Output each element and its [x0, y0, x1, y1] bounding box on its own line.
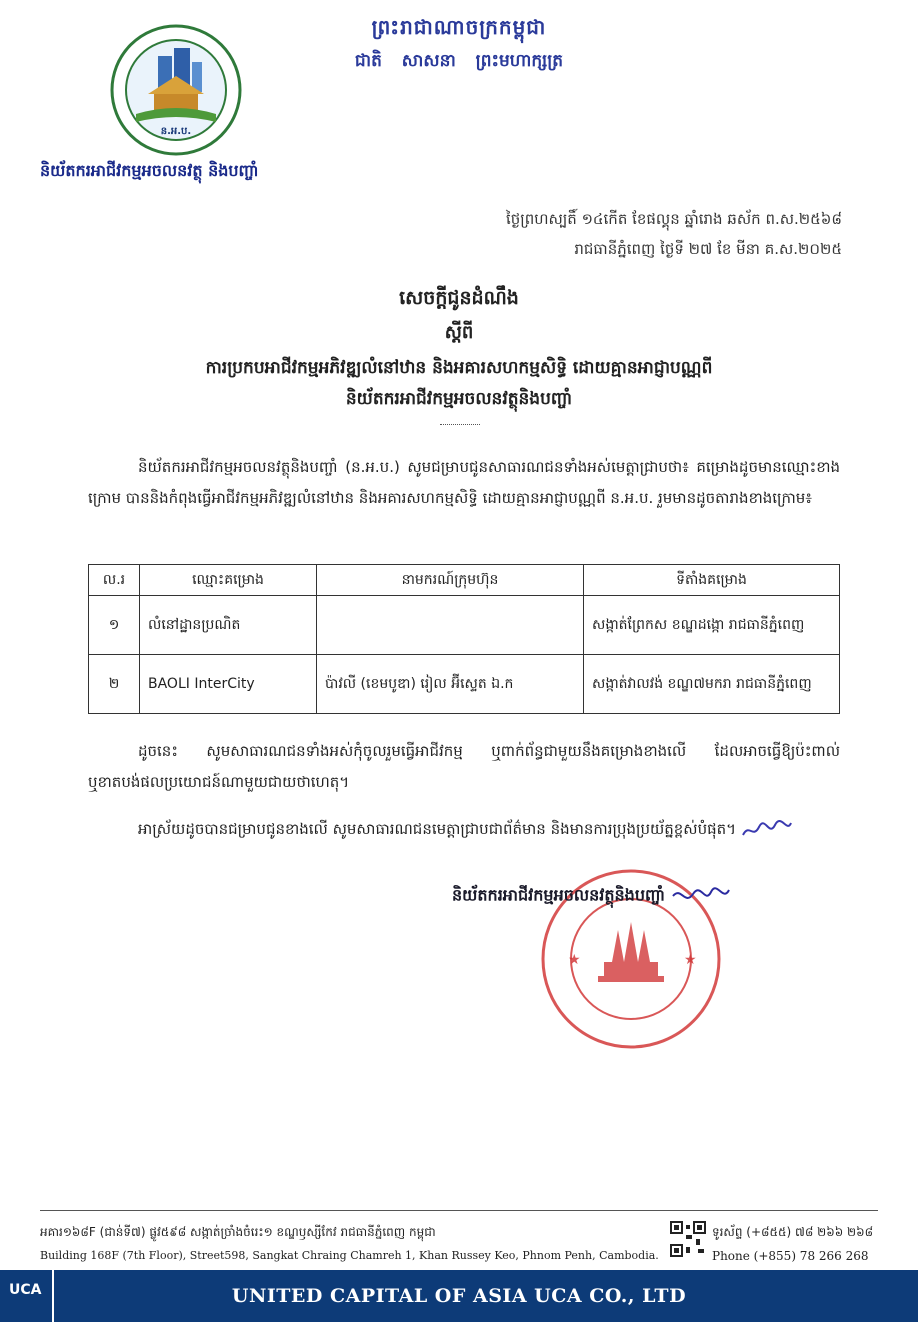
address-english: Building 168F (7th Floor), Street598, Sangkat Chraing Chamreh 1, Khan Russey Keo, Phnom Penh, Cambodia. [40, 1249, 659, 1262]
footer-divider [40, 1210, 878, 1211]
title-line-3: ការប្រកបអាជីវកម្មអភិវឌ្ឍលំនៅឋាន និងអគារសហកម្មសិទ្ធិ ដោយគ្មានអាជ្ញាបណ្ណពី [205, 358, 713, 378]
uca-logo [0, 1270, 54, 1322]
table-header-row [89, 565, 840, 596]
col-header-no: ល.រ [89, 565, 140, 596]
company-name [317, 596, 584, 655]
table-row [89, 596, 840, 655]
project-location: សង្កាត់វាលវង់ ខណ្ឌ៧មករា រាជធានីភ្នំពេញ [584, 655, 840, 714]
phone-khmer: ទូរស័ព្ទ (+៨៥៥) ៧៨ ២៦៦ ២៦៨ [712, 1225, 874, 1239]
project-location: សង្កាត់ព្រែកស ខណ្ឌដង្កោ រាជធានីភ្នំពេញ [584, 596, 840, 655]
company-name-banner: UNITED CAPITAL OF ASIA UCA CO., LTD [231, 1285, 687, 1307]
initials-scribble [741, 819, 793, 841]
handwritten-signature [671, 884, 731, 908]
kingdom-title: ព្រះរាជាណាចក្រកម្ពុជា [371, 15, 547, 39]
footer-phone [712, 1220, 873, 1268]
svg-text:★: ★ [568, 952, 581, 968]
notice-title [0, 286, 918, 413]
national-motto: ជាតិ សាសនា ព្រះមហាក្សត្រ [354, 51, 564, 71]
warning-text: ដូចនេះ សូមសាធារណជនទាំងអស់កុំចូលរួមធ្វើអាជីវកម្ម ឬពាក់ព័ន្ធជាមួយនឹងគម្រោងខាងលើ ដែលអាចធ្វើឱ្យប៉ះពាល់ ឬខាតបង់ផលប្រយោជន៍ណាមួយជាយថាហេតុ។ [88, 742, 840, 791]
company-name: ប៉ាវលី (ខេមបូឌា) រៀល អ៊ីស្ទេត ឯ.ក [317, 655, 584, 714]
row-number: ២ [89, 655, 140, 714]
row-number: ១ [89, 596, 140, 655]
angkor-temple-icon [598, 922, 664, 982]
title-line-4: និយ័តករអាជីវកម្មអចលនវត្ថុនិងបញ្ចាំ [345, 389, 573, 409]
footer-address [40, 1220, 659, 1268]
phone-english: Phone (+855) 78 266 268 [712, 1249, 869, 1263]
signature-agency: និយ័តករអាជីវកម្មអចលនវត្ថុនិងបញ្ចាំ [452, 885, 665, 905]
logo-initials: ន.អ.ប. [160, 126, 192, 137]
uca-logo-text: UCA [9, 1282, 42, 1298]
qr-code-icon [670, 1221, 706, 1257]
projects-table [88, 564, 840, 714]
agency-name: និយ័តករអាជីវកម្មអចលនវត្ថុ និងបញ្ចាំ [40, 161, 259, 180]
warning-paragraph [88, 736, 840, 798]
lunar-date: ថ្ងៃព្រហស្បតិ៍ ១៤កើត ខែផល្គុន ឆ្នាំរោង ឆស័ក ព.ស.២៥៦៨ [505, 210, 842, 228]
address-khmer: អគារ១៦៨F (ជាន់ទី៧) ផ្លូវ៥៩៨ សង្កាត់ច្រាំងចំរេះ១ ខណ្ឌឫស្សីកែវ រាជធានីភ្នំពេញ កម្ពុជា [40, 1225, 436, 1239]
col-header-project: ឈ្មោះគម្រោង [140, 565, 317, 596]
signature-block [452, 884, 731, 909]
col-header-location: ទីតាំងគម្រោង [584, 565, 840, 596]
col-header-company: នាមករណ៍ក្រុមហ៊ុន [317, 565, 584, 596]
closing-paragraph [88, 814, 840, 845]
agency-logo [108, 22, 244, 158]
project-name: BAOLI InterCity [140, 655, 317, 714]
title-line-1: សេចក្តីជូនដំណឹង [399, 287, 519, 309]
svg-text:★: ★ [684, 952, 697, 968]
intro-text: និយ័តករអាជីវកម្មអចលនវត្ថុនិងបញ្ចាំ (ន.អ.ប.) សូមជម្រាបជូនសាធារណជនទាំងអស់មេត្តាជ្រាបថា៖ គម្រោងដូចមានឈ្មោះខាងក្រោម បាននិងកំពុងធ្វើអាជីវកម្មអភិវឌ្ឍលំនៅឋាន និងអគារសហកម្មសិទ្ធិ ដោយគ្មានអាជ្ញាបណ្ណពី ន.អ.ប. រួមមានដូចតារាងខាងក្រោម៖ [88, 458, 840, 507]
title-line-2: ស្តីពី [444, 322, 474, 343]
project-name: លំនៅដ្ឋានប្រណិត [140, 596, 317, 655]
solar-date: រាជធានីភ្នំពេញ ថ្ងៃទី ២៧ ខែ មីនា គ.ស.២០២៥ [574, 240, 842, 258]
intro-paragraph [88, 452, 840, 514]
date-block [506, 204, 842, 264]
table-row [89, 655, 840, 714]
closing-text: អាស្រ័យដូចបានជម្រាបជូនខាងលើ សូមសាធារណជនមេត្តាជ្រាបជាព័ត៌មាន និងមានការប្រុងប្រយ័ត្នខ្ពស់បំផុត។ [138, 820, 737, 838]
title-divider [440, 424, 480, 425]
